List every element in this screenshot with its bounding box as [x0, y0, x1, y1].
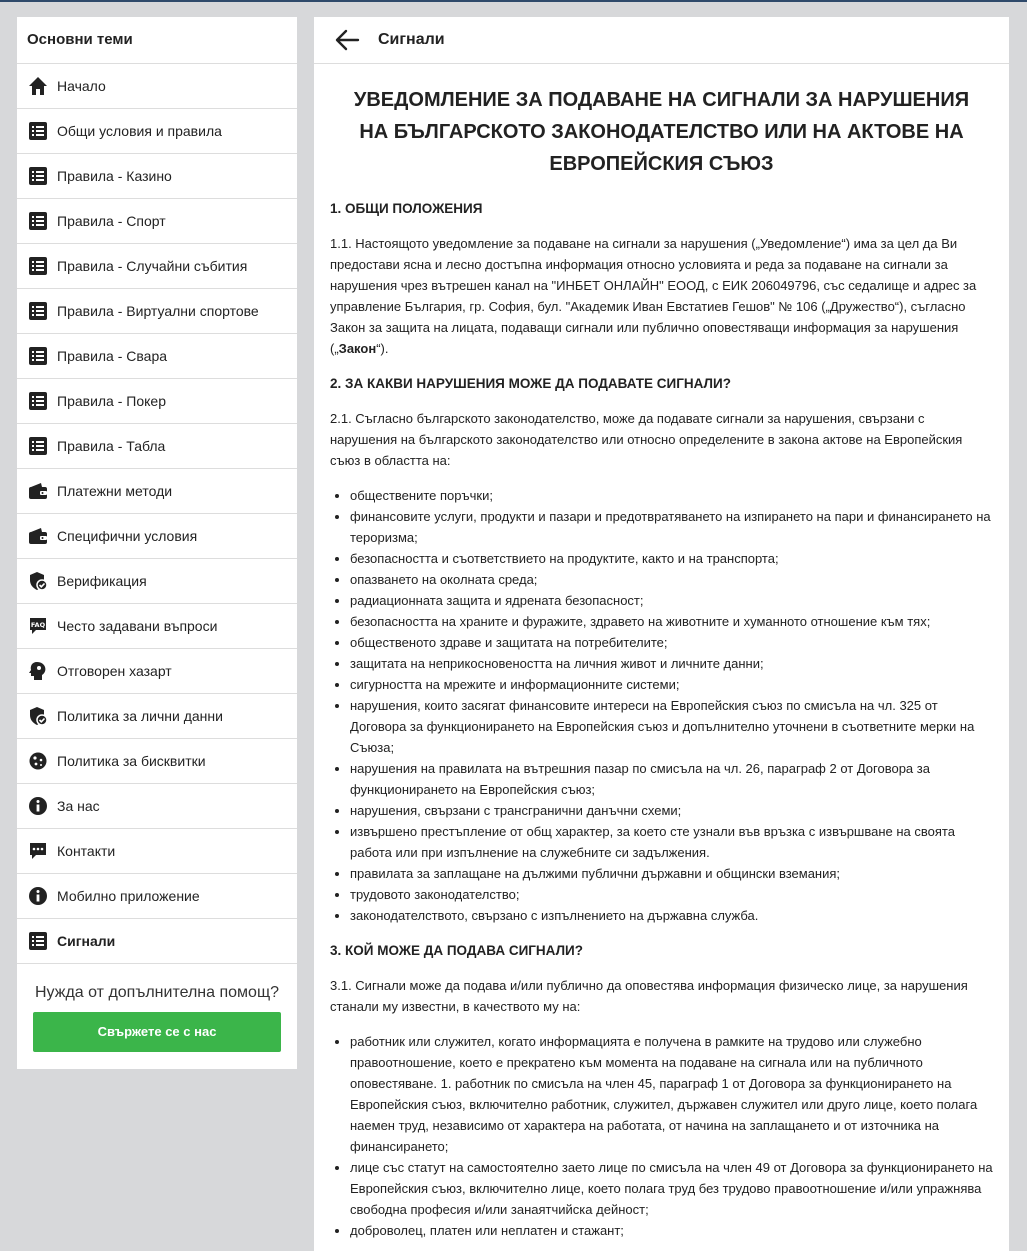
list-icon — [27, 120, 49, 142]
sidebar-item[interactable] — [17, 154, 297, 199]
list-item: • финансовите услуги, продукти и пазари и предотвратяването на изпирането на пари и финансирането на тероризма; — [350, 506, 993, 548]
sidebar-item[interactable] — [17, 559, 297, 604]
main-header — [314, 17, 1009, 64]
sidebar-title: Основни теми — [17, 17, 297, 64]
law-term: Закон — [338, 341, 377, 356]
sidebar-item-label: Специфични условия — [57, 528, 198, 544]
list-item: • извършено престъпление от общ характер, за което сте узнали във връзка с извършване на своята работа или при изпълнение на служебните си задължения. — [350, 821, 993, 863]
window-top-edge — [0, 0, 1027, 2]
list-item: • безопасността и съответствието на продуктите, както и на транспорта; — [350, 548, 993, 569]
sidebar-item[interactable] — [17, 199, 297, 244]
list-icon — [27, 210, 49, 232]
info-icon — [27, 795, 49, 817]
document-content — [314, 64, 1009, 1241]
list-icon — [27, 930, 49, 952]
chat-icon — [27, 840, 49, 862]
list-item: • законодателството, свързано с изпълнението на държавна служба. — [350, 905, 993, 926]
sidebar-item-label: Правила - Табла — [57, 438, 166, 454]
list-item: • правилата за заплащане на дължими публични държавни и общински вземания; — [350, 863, 993, 884]
sidebar-item[interactable] — [17, 109, 297, 154]
document-title: УВЕДОМЛЕНИЕ ЗА ПОДАВАНЕ НА СИГНАЛИ ЗА НАРУШЕНИЯ НА БЪЛГАРСКОТО ЗАКОНОДАТЕЛСТВО ИЛИ НА АКТОВЕ НА ЕВРОПЕЙСКИЯ СЪЮЗ — [353, 89, 970, 175]
info-icon — [27, 885, 49, 907]
list-item: • сигурността на мрежите и информационните системи; — [350, 674, 993, 695]
sidebar-item[interactable] — [17, 379, 297, 424]
list-item: • обществените поръчки; — [350, 485, 993, 506]
sidebar-item-label: Правила - Покер — [57, 393, 166, 409]
section-heading-general: 1. ОБЩИ ПОЛОЖЕНИЯ — [330, 201, 483, 216]
sidebar-item-label: Платежни методи — [57, 483, 173, 499]
list-icon — [27, 165, 49, 187]
sidebar-item[interactable] — [17, 424, 297, 469]
reporters-list — [330, 1031, 993, 1241]
sidebar-item[interactable] — [17, 514, 297, 559]
sidebar-item[interactable] — [17, 604, 297, 649]
sidebar-item[interactable] — [17, 64, 297, 109]
sidebar-item-label: Правила - Случайни събития — [57, 258, 248, 274]
main-panel — [314, 17, 1009, 1251]
list-item: • опазването на околната среда; — [350, 569, 993, 590]
sidebar-item-label: Мобилно приложение — [57, 888, 200, 904]
svg-text:FAQ: FAQ — [30, 621, 46, 629]
list-icon — [27, 435, 49, 457]
faq-icon — [27, 615, 49, 637]
list-item: • работник или служител, когато информацията е получена в рамките на трудово или служебно правоотношение, което е прекратено към момента на подаване на сигнала или на публичното оповестяване. 1. работник по смисъла на член 45, параграф 1 от Договора за функционирането на Европейския съюз, включително работник, служител, държавен служител или друго лице, което полага наемен труд, независимо от характера на работата, от начина на заплащането и от източника на финансирането; — [350, 1031, 993, 1157]
list-item: • нарушения на правилата на вътрешния пазар по смисъла на чл. 26, параграф 2 от Договора за функционирането на Европейския съюз; — [350, 758, 993, 800]
sidebar-item-label: Правила - Спорт — [57, 213, 166, 229]
sidebar-item[interactable] — [17, 874, 297, 919]
head-icon — [27, 660, 49, 682]
help-text: Нужда от допълнителна помощ? — [35, 984, 279, 1001]
sidebar-item[interactable] — [17, 334, 297, 379]
sidebar-item-label: Политика за бисквитки — [57, 753, 206, 769]
paragraph-2-1: 2.1. Съгласно българското законодателство, може да подавате сигнали за нарушения, свързани с нарушения на българското законодателство или относно определените в закона актове на Европейския съюз в областта на: — [330, 411, 963, 468]
sidebar-item[interactable] — [17, 649, 297, 694]
home-icon — [27, 75, 49, 97]
sidebar-item[interactable] — [17, 244, 297, 289]
list-item: • нарушения, свързани с трансгранични данъчни схеми; — [350, 800, 993, 821]
cookie-icon — [27, 750, 49, 772]
contact-us-button[interactable]: Свържете се с нас — [33, 1012, 281, 1052]
violations-list — [330, 485, 993, 926]
sidebar-item-label: Правила - Казино — [57, 168, 172, 184]
shield-check-icon — [27, 570, 49, 592]
sidebar-item-label: Начало — [57, 78, 106, 94]
paragraph-3-1: 3.1. Сигнали може да подава и/или публично да оповестява информация физическо лице, за нарушения станали му известни, в качеството му на: — [330, 978, 968, 1014]
shield-check-icon — [27, 705, 49, 727]
sidebar-item[interactable] — [17, 694, 297, 739]
sidebar-item-label: Политика за лични данни — [57, 708, 223, 724]
list-item: • общественото здраве и защитата на потребителите; — [350, 632, 993, 653]
paragraph-1-1-end: “). — [376, 341, 389, 356]
wallet-icon — [27, 525, 49, 547]
list-item: • трудовото законодателство; — [350, 884, 993, 905]
sidebar-item-label: Правила - Свара — [57, 348, 168, 364]
list-icon — [27, 345, 49, 367]
sidebar-item[interactable] — [17, 784, 297, 829]
paragraph-1-1 — [330, 233, 993, 359]
sidebar-item-label: Отговорен хазарт — [57, 663, 172, 679]
sidebar-item-label: Верификация — [57, 573, 147, 589]
back-arrow-icon[interactable] — [334, 27, 360, 53]
sidebar-item-label: Често задавани въпроси — [57, 618, 218, 634]
sidebar-item-label: Сигнали — [57, 933, 116, 949]
sidebar-menu — [17, 64, 297, 964]
sidebar-item[interactable] — [17, 739, 297, 784]
list-item: • радиационната защита и ядрената безопасност; — [350, 590, 993, 611]
list-item: • защитата на неприкосновеността на личния живот и личните данни; — [350, 653, 993, 674]
sidebar-item-label: Общи условия и правила — [57, 123, 222, 139]
sidebar-item[interactable] — [17, 829, 297, 874]
wallet-icon — [27, 480, 49, 502]
paragraph-1-1-text: 1.1. Настоящото уведомление за подаване на сигнали за нарушения („Уведомление“) има за цел да Ви предостави ясна и лесно достъпна информация относно условията и реда за подаване на сигнали за нарушения чрез вътрешен канал на "ИНБЕТ ОНЛАЙН" ЕООД, с ЕИК 206049796, със седалище и адрес за управление България, гр. София, бул. "Академик Иван Евстатиев Гешов" № 106 („Дружество“), съгласно Закон за защита на лицата, подаващи сигнали или публично оповестяващи информация за нарушения („ — [330, 236, 977, 356]
sidebar-item[interactable] — [17, 919, 297, 964]
sidebar — [17, 17, 297, 1069]
page-title: Сигнали — [378, 31, 445, 48]
list-icon — [27, 300, 49, 322]
list-item: • доброволец, платен или неплатен и стажант; — [350, 1220, 993, 1241]
sidebar-item[interactable] — [17, 469, 297, 514]
list-item: • безопасността на храните и фуражите, здравето на животните и хуманното отношение към тях; — [350, 611, 993, 632]
sidebar-item-label: Правила - Виртуални спортове — [57, 303, 259, 319]
list-item: • лице със статут на самостоятелно заето лице по смисъла на член 49 от Договора за функционирането на Европейския съюз, включително лице, което полага труд без трудово правоотношение и/или упражнява свободна професия и/или занаятчийска дейност; — [350, 1157, 993, 1220]
section-heading-violations: 2. ЗА КАКВИ НАРУШЕНИЯ МОЖЕ ДА ПОДАВАТЕ СИГНАЛИ? — [330, 376, 731, 391]
sidebar-item-label: За нас — [57, 798, 100, 814]
sidebar-item[interactable] — [17, 289, 297, 334]
section-heading-who: 3. КОЙ МОЖЕ ДА ПОДАВА СИГНАЛИ? — [330, 943, 584, 958]
list-icon — [27, 255, 49, 277]
list-icon — [27, 390, 49, 412]
sidebar-item-label: Контакти — [57, 843, 116, 859]
list-item: • нарушения, които засягат финансовите интереси на Европейския съюз по смисъла на чл. 325 от Договора за функционирането на Европейския съюз и допълнително уточнени в съответните мерки на Съюза; — [350, 695, 993, 758]
